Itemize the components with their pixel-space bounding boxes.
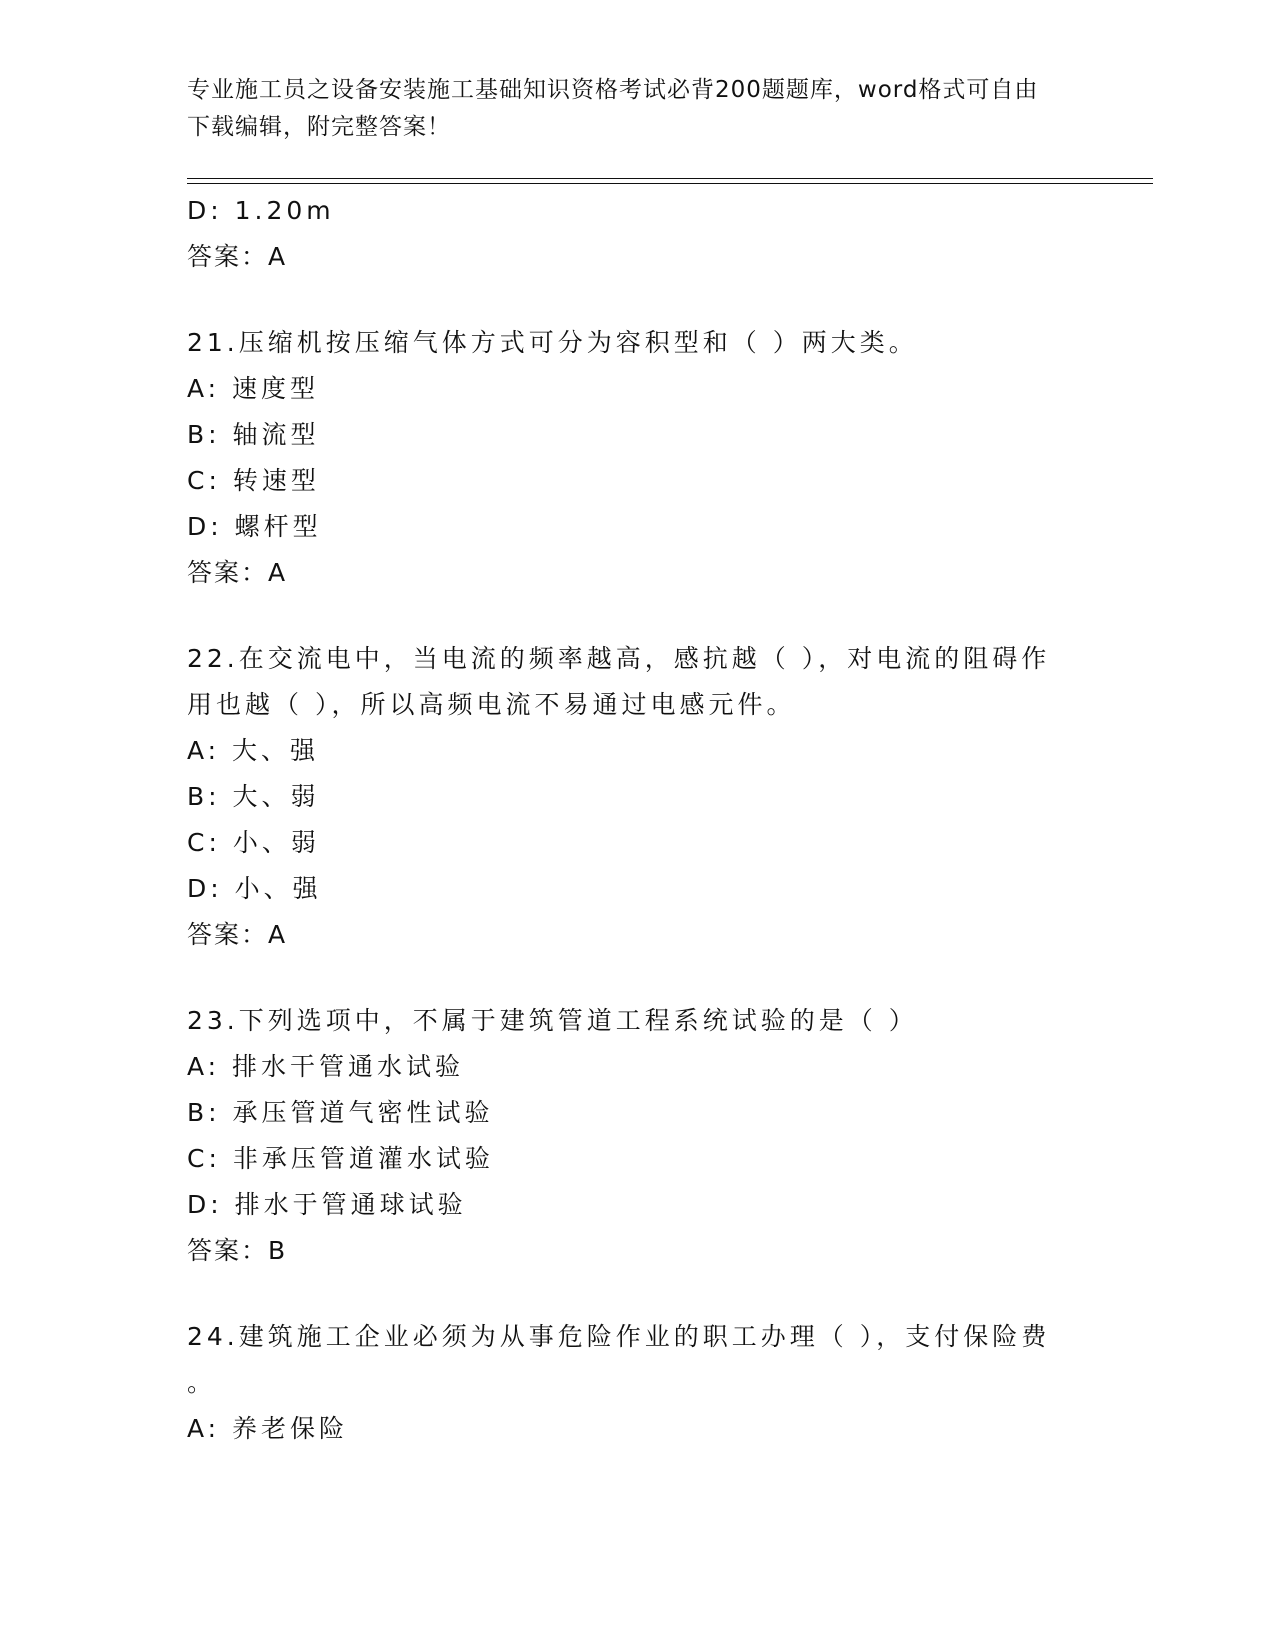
answer-label: 答案： [187, 920, 269, 949]
option-a: A: 速度型 [187, 374, 320, 403]
document-body [187, 188, 1067, 1452]
spacer [187, 596, 1067, 636]
question-stem: 23.下列选项中，不属于建筑管道工程系统试验的是（ ） [187, 1006, 918, 1035]
spacer [187, 280, 1067, 320]
question-23 [187, 998, 1067, 1274]
answer-label: 答案： [187, 242, 269, 271]
option-b: B: 承压管道气密性试验 [187, 1098, 494, 1127]
spacer [187, 958, 1067, 998]
option-b: B: 轴流型 [187, 420, 320, 449]
question-21 [187, 320, 1067, 596]
header-line-2: 下载编辑，附完整答案！ [187, 114, 451, 140]
answer-value: B [268, 1236, 286, 1265]
question-stem-line-2: 。 [187, 1368, 217, 1397]
header-rule-bottom [187, 183, 1153, 184]
document-header [187, 72, 1067, 146]
option-d: D: 螺杆型 [187, 512, 322, 541]
option-a: A: 养老保险 [187, 1414, 349, 1443]
option-d: D: 小、强 [187, 874, 322, 903]
question-stem: 21.压缩机按压缩气体方式可分为容积型和（ ）两大类。 [187, 328, 918, 357]
answer-value: A [268, 558, 286, 587]
prev-option-d: D: 1.20m [187, 196, 335, 225]
answer-label: 答案： [187, 558, 269, 587]
option-c: C: 非承压管道灌水试验 [187, 1144, 494, 1173]
question-24 [187, 1314, 1067, 1452]
option-c: C: 小、弱 [187, 828, 320, 857]
answer-label: 答案： [187, 1236, 269, 1265]
answer [187, 912, 1067, 958]
option-a: A: 大、强 [187, 736, 320, 765]
answer-value: A [268, 920, 286, 949]
option-c: C: 转速型 [187, 466, 320, 495]
option-d: D: 排水于管通球试验 [187, 1190, 467, 1219]
question-stem-line-1: 22.在交流电中，当电流的频率越高，感抗越（ ），对电流的阻碍作 [187, 644, 1051, 673]
question-stem-line-2: 用也越（ ），所以高频电流不易通过电感元件。 [187, 690, 796, 719]
question-22 [187, 636, 1067, 958]
option-b: B: 大、弱 [187, 782, 320, 811]
spacer [187, 1274, 1067, 1314]
header-rule-top [187, 178, 1153, 179]
question-stem-line-1: 24.建筑施工企业必须为从事危险作业的职工办理（ ），支付保险费 [187, 1322, 1051, 1351]
header-line-1: 专业施工员之设备安装施工基础知识资格考试必背200题题库，word格式可自由 [187, 77, 1039, 103]
answer-value: A [268, 242, 286, 271]
option-a: A: 排水干管通水试验 [187, 1052, 465, 1081]
answer [187, 1228, 1067, 1274]
answer [187, 550, 1067, 596]
prev-answer [187, 234, 1067, 280]
